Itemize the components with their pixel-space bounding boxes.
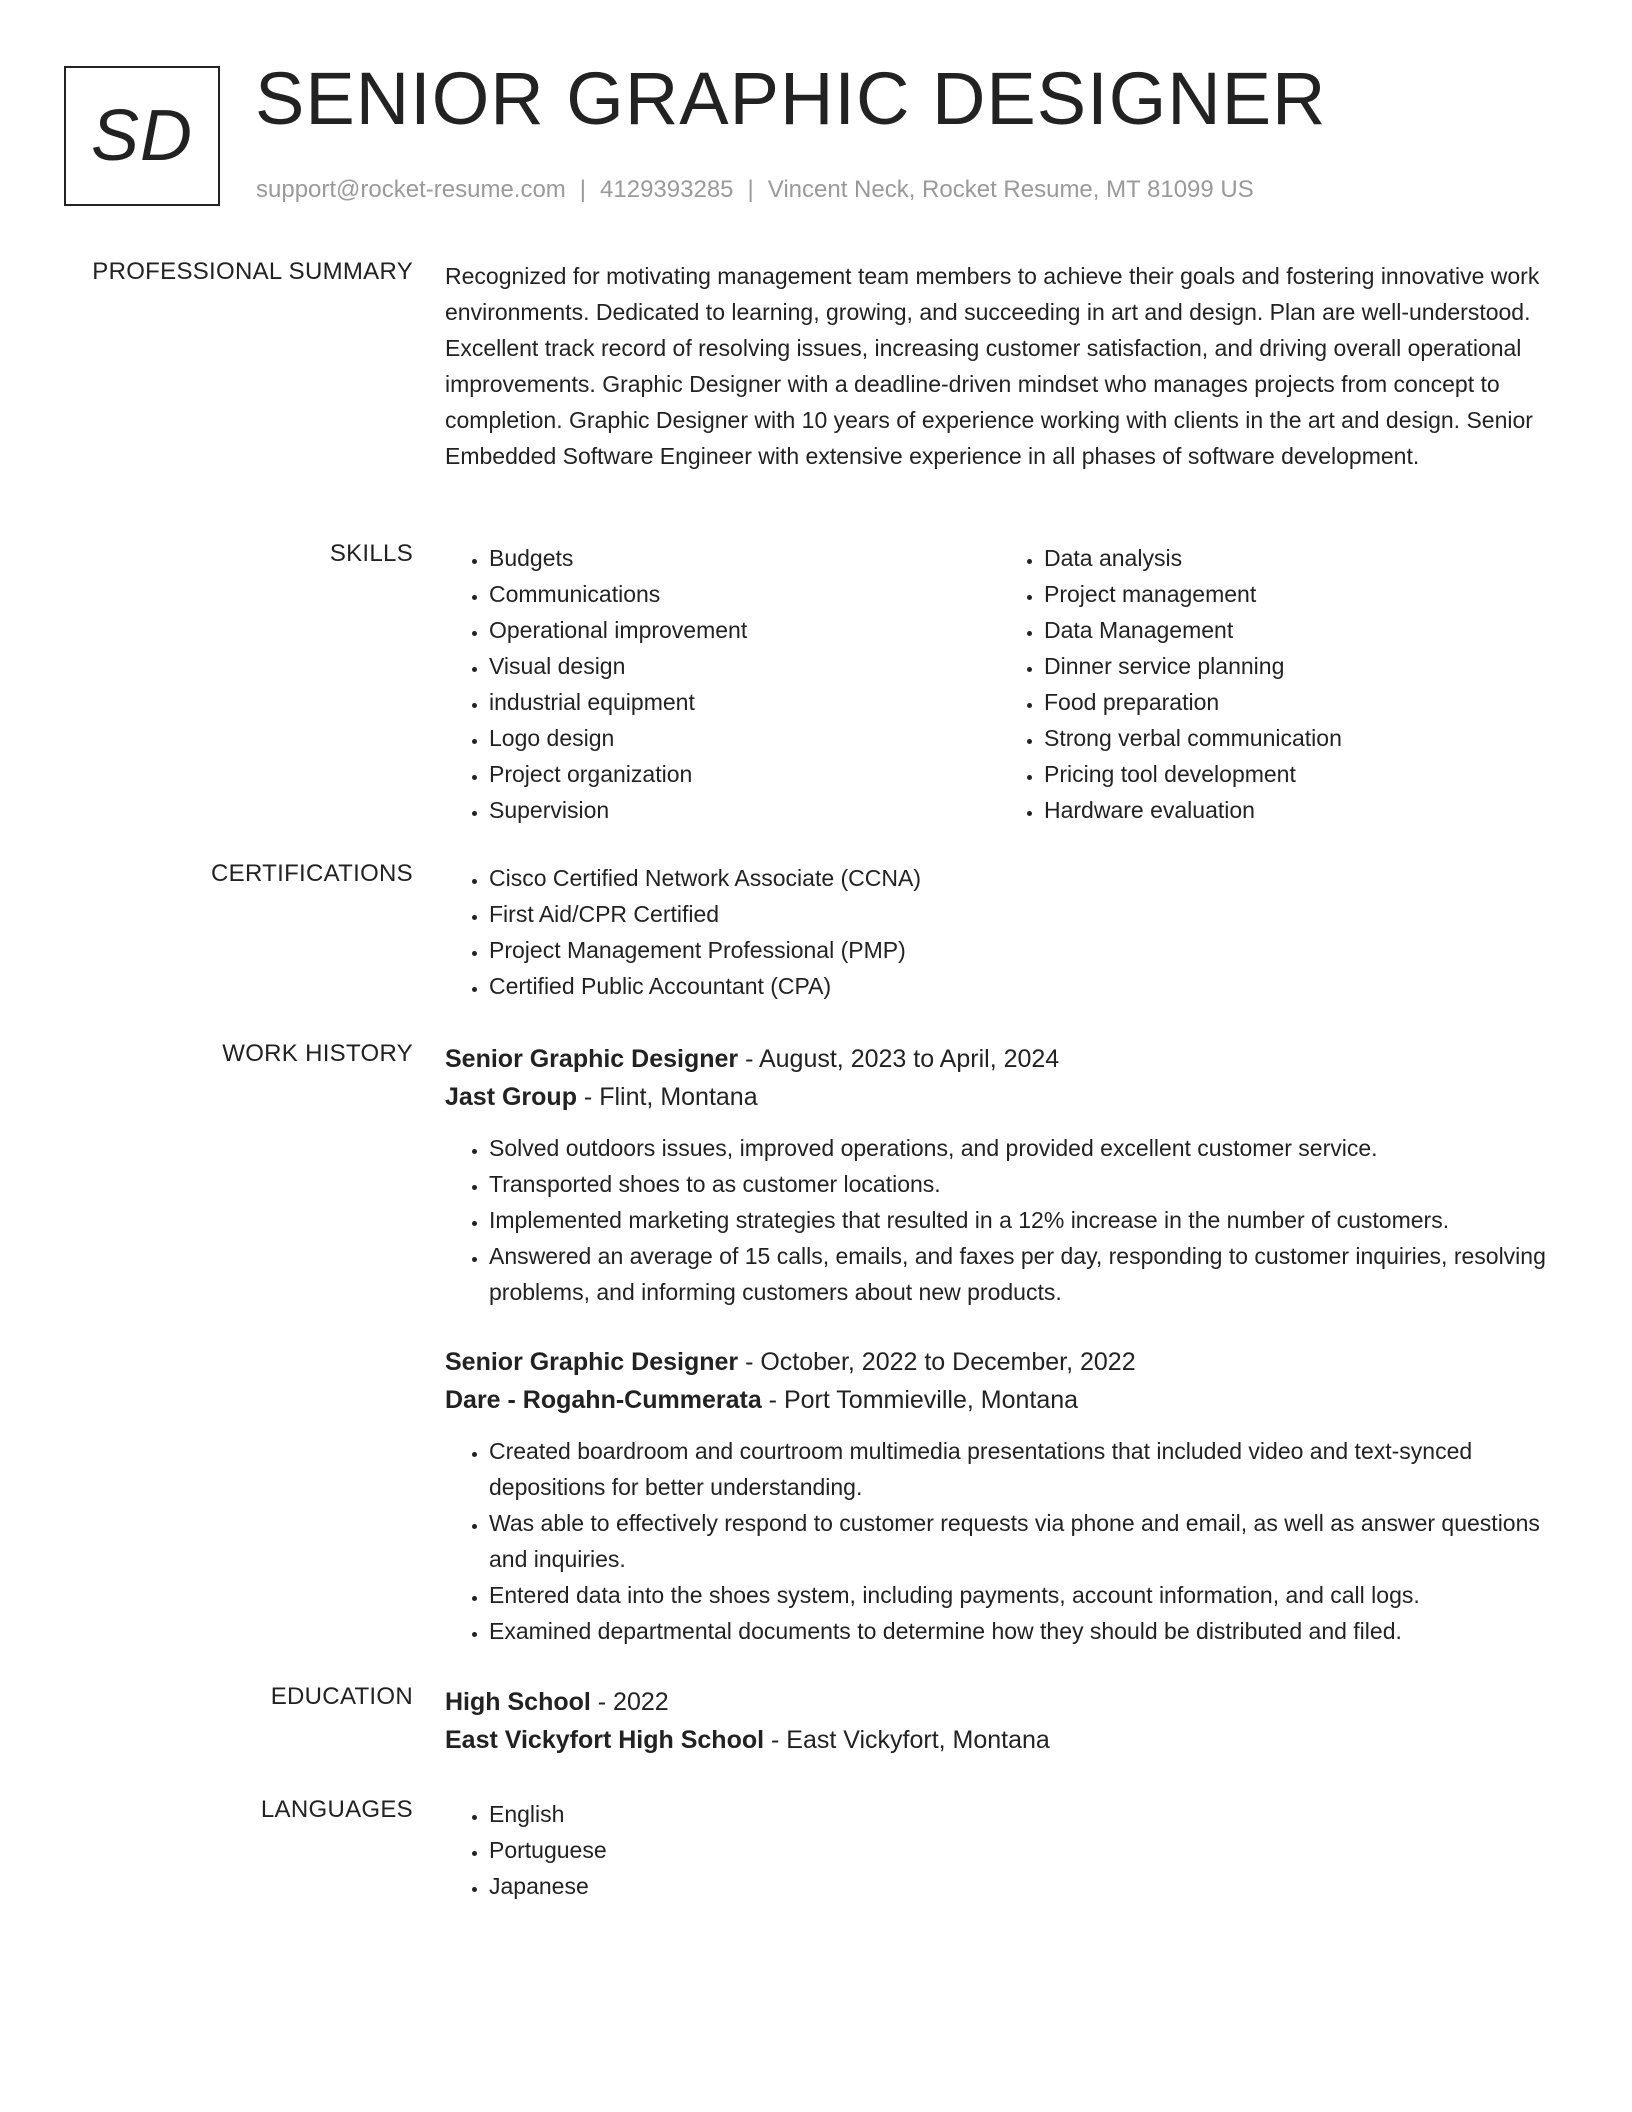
section-label-certifications: CERTIFICATIONS	[211, 860, 413, 887]
job-bullet: • Implemented marketing strategies that resulted in a 12% increase in the number of customers.	[489, 1202, 1555, 1238]
skill-item: • Communications	[489, 576, 1000, 612]
job-title: Senior Graphic Designer	[445, 1348, 739, 1376]
job-company-line	[445, 1078, 1555, 1116]
job-title-line	[445, 1040, 1555, 1078]
job-bullet: • Entered data into the shoes system, including payments, account information, and call logs.	[489, 1577, 1555, 1613]
certification-item: • Cisco Certified Network Associate (CCNA)	[489, 860, 1555, 896]
skill-item: • Dinner service planning	[1044, 648, 1555, 684]
job-bullet: • Transported shoes to as customer locations.	[489, 1166, 1555, 1202]
summary-text: Recognized for motivating management team members to achieve their goals and fostering innovative work environments. Dedicated to learning, growing, and succeeding in art and design. Plan are well-understood. Excellent track record of resolving issues, increasing customer satisfaction, and driving overall operational improvements. Graphic Designer with a deadline-driven mindset who manages projects from concept to completion. Graphic Designer with 10 years of experience working with clients in the art and design. Senior Embedded Software Engineer with extensive experience in all phases of software development.	[445, 263, 1540, 469]
section-label-work-history: WORK HISTORY	[222, 1040, 413, 1067]
language-item: • English	[489, 1796, 1555, 1832]
job-location: - Port Tommieville, Montana	[761, 1386, 1079, 1414]
job-company: Jast Group	[445, 1083, 577, 1111]
contact-address: Vincent Neck, Rocket Resume, MT 81099 US	[767, 176, 1254, 203]
job-company: Dare - Rogahn-Cummerata	[445, 1386, 762, 1414]
certification-item: • Project Management Professional (PMP)	[489, 932, 1555, 968]
section-label-skills: SKILLS	[329, 540, 413, 567]
skill-item: • Visual design	[489, 648, 1000, 684]
skill-item: • Logo design	[489, 720, 1000, 756]
skill-item: • Hardware evaluation	[1044, 792, 1555, 828]
language-item: • Portuguese	[489, 1832, 1555, 1868]
page-title: SENIOR GRAPHIC DESIGNER	[255, 57, 1327, 140]
skill-item: • Strong verbal communication	[1044, 720, 1555, 756]
education-location: - East Vickyfort, Montana	[764, 1726, 1050, 1754]
skill-item: • Supervision	[489, 792, 1000, 828]
contact-email[interactable]: support@rocket-resume.com	[256, 176, 566, 203]
education-degree: High School	[445, 1688, 591, 1716]
skills-column-right	[1000, 540, 1555, 828]
job-bullet: • Created boardroom and courtroom multimedia presentations that included video and text-synced depositions for better understanding.	[489, 1433, 1555, 1505]
skill-item: • Data Management	[1044, 612, 1555, 648]
contact-separator: |	[579, 176, 587, 203]
job-bullet: • Was able to effectively respond to customer requests via phone and email, as well as answer questions and inquiries.	[489, 1505, 1555, 1577]
skill-item: • Data analysis	[1044, 540, 1555, 576]
job-company-line	[445, 1381, 1555, 1419]
job-location: - Flint, Montana	[576, 1083, 758, 1111]
skill-item: • industrial equipment	[489, 684, 1000, 720]
skill-item: • Operational improvement	[489, 612, 1000, 648]
contact-phone[interactable]: 4129393285	[600, 176, 734, 203]
job-bullet: • Answered an average of 15 calls, emails, and faxes per day, responding to customer inquiries, resolving problems, and informing customers about new products.	[489, 1238, 1555, 1310]
contact-separator: |	[747, 176, 754, 203]
education-school-line	[445, 1721, 1555, 1759]
education-entry	[445, 1683, 1555, 1759]
certifications-list	[445, 860, 1555, 1004]
language-item: • Japanese	[489, 1868, 1555, 1904]
job-bullet: • Solved outdoors issues, improved operations, and provided excellent customer service.	[489, 1130, 1555, 1166]
job-bullet: • Examined departmental documents to determine how they should be distributed and filed.	[489, 1613, 1555, 1649]
section-label-education: EDUCATION	[270, 1683, 413, 1710]
section-label-languages: LANGUAGES	[260, 1796, 413, 1823]
skill-item: • Pricing tool development	[1044, 756, 1555, 792]
education-degree-line	[445, 1683, 1555, 1721]
job-entry	[445, 1040, 1555, 1310]
languages-list	[445, 1796, 1555, 1904]
job-title-line	[445, 1343, 1555, 1381]
job-dates: - October, 2022 to December, 2022	[738, 1348, 1136, 1376]
skills-list	[445, 540, 1555, 828]
job-entry	[445, 1343, 1555, 1649]
skills-column-left	[445, 540, 1000, 828]
skill-item: • Food preparation	[1044, 684, 1555, 720]
monogram-logo: SD	[64, 66, 220, 206]
skill-item: • Budgets	[489, 540, 1000, 576]
certification-item: • First Aid/CPR Certified	[489, 896, 1555, 932]
job-dates: - August, 2023 to April, 2024	[738, 1045, 1060, 1073]
contact-line	[256, 176, 1254, 204]
skill-item: • Project organization	[489, 756, 1000, 792]
job-bullets	[445, 1433, 1555, 1649]
education-school: East Vickyfort High School	[445, 1726, 765, 1754]
job-title: Senior Graphic Designer	[445, 1045, 739, 1073]
certification-item: • Certified Public Accountant (CPA)	[489, 968, 1555, 1004]
section-label-summary: PROFESSIONAL SUMMARY	[92, 258, 413, 285]
job-bullets	[445, 1130, 1555, 1310]
skill-item: • Project management	[1044, 576, 1555, 612]
education-year: - 2022	[590, 1688, 669, 1716]
